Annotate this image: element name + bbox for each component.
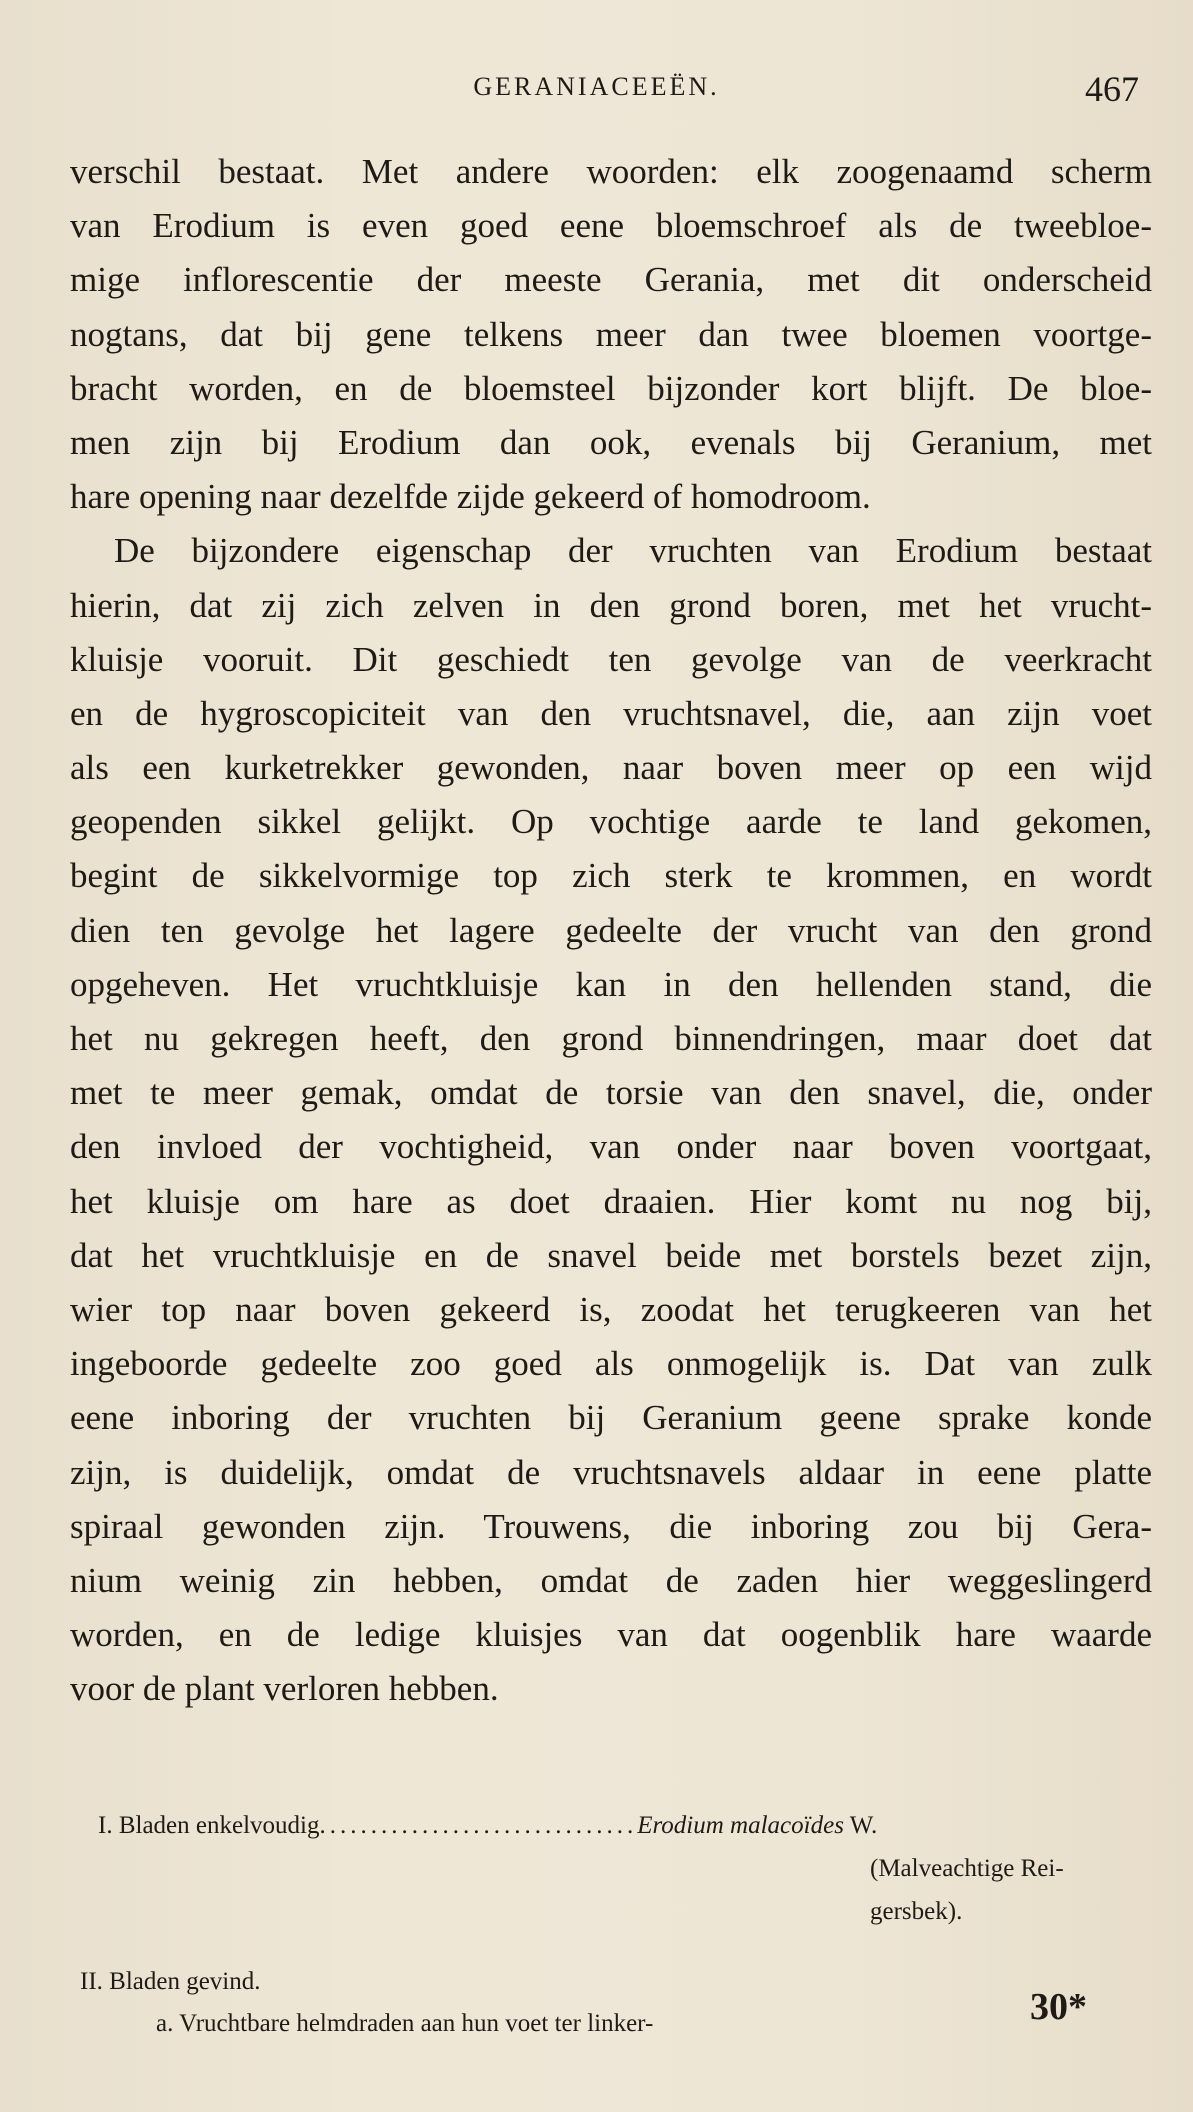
key-item-2: II. Bladen gevind. bbox=[80, 1968, 261, 1995]
text-line: verschil bestaat. Met andere woorden: elk zoogenaamd scherm bbox=[70, 152, 1152, 191]
key-item-1-common-name-1: (Malveachtige Rei- bbox=[870, 1855, 1064, 1882]
text-line: het nu gekregen heeft, den grond binnendringen, maar doet dat bbox=[70, 1019, 1152, 1058]
text-line: en de hygroscopiciteit van den vruchtsnavel, die, aan zijn voet bbox=[70, 693, 1152, 733]
body-text bbox=[70, 145, 1152, 1716]
text-line: nogtans, dat bij gene telkens meer dan twee bloemen voortge- bbox=[70, 314, 1152, 354]
key-item-1-common-name-2: gersbek). bbox=[870, 1898, 963, 1925]
text-line: spiraal gewonden zijn. Trouwens, die inboring zou bij Gera- bbox=[70, 1506, 1152, 1546]
text-line: De bijzondere eigenschap der vruchten van Erodium bestaat bbox=[114, 531, 1152, 571]
text-line: nium weinig zin hebben, omdat de zaden hier weggeslingerd bbox=[70, 1560, 1152, 1600]
text-line: voor de plant verloren hebben. bbox=[70, 1669, 499, 1709]
text-line: als een kurketrekker gewonden, naar boven meer op een wijd bbox=[70, 748, 1152, 788]
text-line: wier top naar boven gekeerd is, zoodat het terugkeeren van het bbox=[70, 1289, 1152, 1329]
paragraph-2 bbox=[70, 524, 1152, 1716]
text-line: mige inflorescentie der meeste Gerania, met dit onderscheid bbox=[70, 260, 1152, 300]
key-item-1-author: W. bbox=[849, 1812, 878, 1839]
signature-mark: 30* bbox=[1030, 1986, 1087, 2028]
text-line: begint de sikkelvormige top zich sterk te krommen, en wordt bbox=[70, 856, 1152, 896]
text-line: ingeboorde gedeelte zoo goed als onmogelijk is. Dat van zulk bbox=[70, 1344, 1152, 1384]
text-line: worden, en de ledige kluisjes van dat oogenblik hare waarde bbox=[70, 1615, 1152, 1655]
text-line: hare opening naar dezelfde zijde gekeerd of homodroom. bbox=[70, 477, 871, 517]
key-item-1-label: I. Bladen enkelvoudig bbox=[98, 1812, 320, 1839]
text-line: zijn, is duidelijk, omdat de vruchtsnavels aldaar in eene platte bbox=[70, 1452, 1152, 1492]
text-line: men zijn bij Erodium dan ook, evenals bij Geranium, met bbox=[70, 422, 1152, 462]
text-line: hierin, dat zij zich zelven in den grond boren, met het vrucht- bbox=[70, 585, 1152, 625]
text-line: het kluisje om hare as doet draaien. Hier komt nu nog bij, bbox=[70, 1181, 1152, 1221]
text-line: eene inboring der vruchten bij Geranium geene sprake konde bbox=[70, 1398, 1152, 1438]
text-line: geopenden sikkel gelijkt. Op vochtige aarde te land gekomen, bbox=[70, 802, 1152, 842]
text-line: bracht worden, en de bloemsteel bijzonder kort blijft. De bloe- bbox=[70, 368, 1152, 408]
text-line: met te meer gemak, omdat de torsie van den snavel, die, onder bbox=[70, 1073, 1152, 1113]
key-item-1-taxon: Erodium malacoïdes bbox=[637, 1812, 844, 1839]
running-title: GERANIACEEËN. bbox=[473, 72, 720, 101]
key-leader-dots: ............................... bbox=[319, 1812, 638, 1839]
key-item-1 bbox=[98, 1812, 877, 1840]
text-line: van Erodium is even goed eene bloemschroef als de tweebloe- bbox=[70, 206, 1152, 246]
key-item-2a: a. Vruchtbare helmdraden aan hun voet ter linker- bbox=[156, 2010, 654, 2037]
text-line: dien ten gevolge het lagere gedeelte der vrucht van den grond bbox=[70, 910, 1152, 950]
text-line: dat het vruchtkluisje en de snavel beide met borstels bezet zijn, bbox=[70, 1235, 1152, 1275]
text-line: kluisje vooruit. Dit geschiedt ten gevolge van de veerkracht bbox=[70, 639, 1152, 679]
page-number: 467 bbox=[1085, 69, 1139, 109]
paragraph-1 bbox=[70, 145, 1152, 524]
text-line: opgeheven. Het vruchtkluisje kan in den hellenden stand, die bbox=[70, 964, 1152, 1004]
text-line: den invloed der vochtigheid, van onder naar boven voortgaat, bbox=[70, 1127, 1152, 1167]
